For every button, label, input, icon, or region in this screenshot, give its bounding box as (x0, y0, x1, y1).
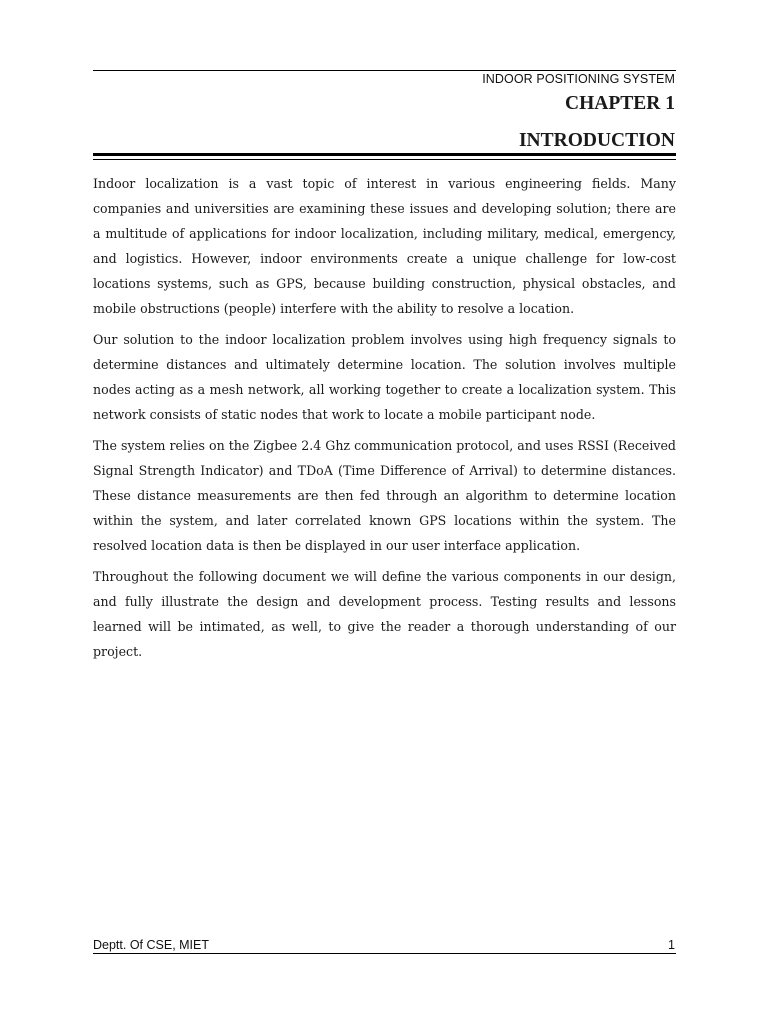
body-text (93, 171, 676, 670)
paragraph-2: Our solution to the indoor localization problem involves using high frequency signals to determine distances and ultimately determine location. The solution involves multiple nodes acting as a mesh network, all working together to create a localization system. This network consists of static nodes that work to locate a mobile participant node. (93, 332, 676, 422)
header-rule (93, 70, 676, 71)
paragraph-3: The system relies on the Zigbee 2.4 Ghz communication protocol, and uses RSSI (Received Signal Strength Indicator) and TDoA (Time Difference of Arrival) to determine distances. These distance measurements are then fed through an algorithm to determine location within the system, and later correlated known GPS locations within the system. The resolved location data is then be displayed in our user interface application. (93, 438, 676, 553)
chapter-title: INTRODUCTION (518, 130, 675, 151)
chapter-number: CHAPTER 1 (565, 93, 675, 114)
running-header-title: INDOOR POSITIONING SYSTEM (482, 72, 675, 86)
title-double-rule (93, 153, 676, 160)
paragraph-1: Indoor localization is a vast topic of interest in various engineering fields. Many companies and universities are examining these issues and developing solution; there are a multitude of applications for indoor localization, including military, medical, emergency, and logistics. However, indoor environments create a unique challenge for low-cost locations systems, such as GPS, because building construction, physical obstacles, and mobile obstructions (people) interfere with the ability to resolve a location. (93, 176, 676, 316)
page-number: 1 (668, 938, 675, 952)
footer-rule (93, 953, 676, 954)
paragraph-4: Throughout the following document we will define the various components in our design, and fully illustrate the design and development process. Testing results and lessons learned will be intimated, as well, to give the reader a thorough understanding of our project. (93, 569, 676, 659)
footer-department: Deptt. Of CSE, MIET (93, 938, 209, 952)
